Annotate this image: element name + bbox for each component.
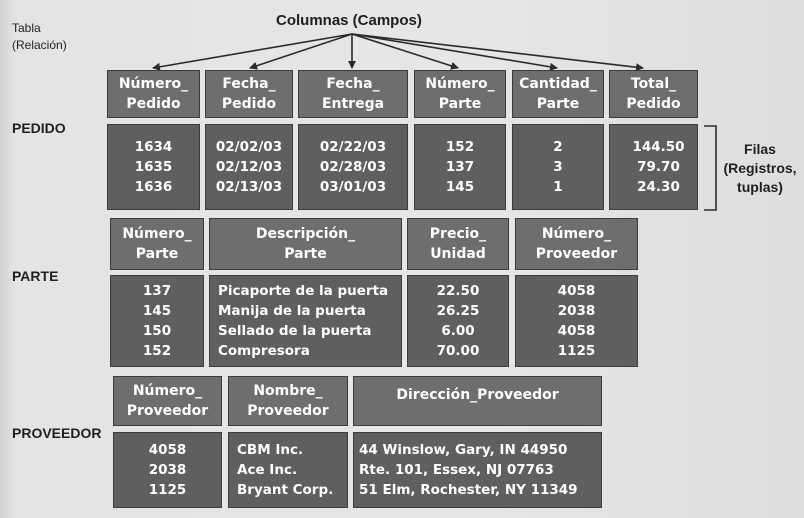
rows-label-line: Filas — [744, 141, 776, 157]
column-values — [609, 124, 698, 210]
column-values — [228, 432, 348, 508]
cell-value: 1636 — [134, 179, 173, 195]
cell-value: 22.50 — [436, 283, 480, 299]
cell-value: Ace Inc. — [237, 462, 298, 478]
cell-value: 6.00 — [441, 323, 475, 339]
table-name-pedido: PEDIDO — [12, 120, 66, 136]
cell-value: Rte. 101, Essex, NJ 07763 — [359, 462, 554, 478]
header-line: Parte — [284, 246, 327, 262]
header-line: Número_ — [122, 226, 192, 242]
column-values — [113, 432, 222, 508]
table-label — [12, 20, 67, 54]
cell-value: 70.00 — [436, 343, 480, 359]
cell-value: 02/28/03 — [319, 159, 387, 175]
cell-value: 1635 — [134, 159, 173, 175]
cell-value: 1634 — [134, 139, 173, 155]
cell-value: CBM Inc. — [237, 442, 304, 458]
column-values — [209, 275, 402, 367]
column-header — [107, 70, 200, 118]
cell-value: 1125 — [557, 343, 596, 359]
arrow-line — [352, 34, 643, 68]
header-line: Número_ — [541, 226, 612, 242]
header-line: Entrega — [321, 96, 385, 112]
column-values — [110, 275, 204, 367]
column-header — [515, 218, 638, 270]
cell-value: 02/22/03 — [319, 139, 387, 155]
cell-value: 02/13/03 — [215, 179, 283, 195]
cell-value: 144.50 — [632, 139, 685, 155]
cell-value: 24.30 — [637, 179, 680, 195]
table-label-line: (Relación) — [12, 38, 67, 52]
header-line: Pedido — [221, 96, 277, 112]
header-line: Parte — [135, 246, 179, 262]
column-values — [353, 432, 602, 508]
header-line: Número_ — [132, 383, 203, 399]
column-values — [107, 124, 200, 210]
cell-value: 51 Elm, Rochester, NY 11349 — [359, 482, 578, 498]
header-line: Proveedor — [126, 403, 209, 419]
cell-value: 150 — [142, 323, 172, 339]
header-line: Pedido — [126, 96, 181, 112]
arrow-line — [352, 34, 557, 68]
cell-value: 4058 — [557, 323, 596, 339]
column-values — [205, 124, 293, 210]
column-values — [407, 275, 509, 367]
header-line: Cantidad_ — [519, 76, 597, 92]
cell-value: Sellado de la puerta — [218, 323, 372, 339]
cell-value: 2038 — [557, 303, 596, 319]
cell-value: Manija de la puerta — [218, 303, 366, 319]
arrow-line — [153, 34, 352, 68]
header-line: Pedido — [626, 96, 681, 112]
header-line: Total_ — [630, 76, 677, 92]
header-line: Número_ — [425, 76, 495, 92]
header-line: Parte — [438, 96, 482, 112]
cell-value: 02/02/03 — [215, 139, 283, 155]
header-line: Proveedor — [247, 403, 329, 419]
cell-value: 44 Winslow, Gary, IN 44950 — [359, 442, 568, 458]
cell-value: Compresora — [218, 343, 310, 359]
rows-label-line: (Registros, — [723, 160, 797, 176]
columns-label: Columnas (Campos) — [276, 12, 422, 29]
column-header — [209, 218, 402, 270]
cell-value: 03/01/03 — [319, 179, 387, 195]
cell-value: 79.70 — [637, 159, 680, 175]
cell-value: Picaporte de la puerta — [218, 283, 389, 299]
column-values — [515, 275, 638, 367]
cell-value: 145 — [445, 179, 475, 195]
cell-value: 137 — [142, 283, 172, 299]
cell-value: 152 — [142, 343, 172, 359]
arrow-line — [352, 34, 458, 68]
table-label-line: Tabla — [12, 21, 41, 35]
table-name-parte: PARTE — [12, 268, 59, 284]
column-header — [298, 70, 408, 118]
arrow-line — [250, 34, 352, 68]
cell-value: 4058 — [557, 283, 596, 299]
cell-value: 145 — [142, 303, 172, 319]
cell-value: Bryant Corp. — [237, 482, 334, 498]
cell-value: 2 — [553, 139, 563, 155]
column-values — [512, 124, 604, 210]
cell-value: 2038 — [148, 462, 187, 478]
header-line: Fecha_ — [326, 76, 380, 92]
cell-value: 152 — [445, 139, 475, 155]
rows-label — [718, 140, 802, 197]
column-values — [298, 124, 408, 210]
rows-bracket — [704, 126, 716, 210]
column-header — [609, 70, 698, 118]
rows-label-line: tuplas) — [737, 179, 783, 195]
cell-value: 4058 — [148, 442, 187, 458]
table-name-proveedor: PROVEEDOR — [12, 425, 102, 441]
cell-value: 1 — [553, 179, 563, 195]
column-header — [110, 218, 204, 270]
header-line: Fecha_ — [222, 76, 276, 92]
header-line: Precio_ — [429, 226, 487, 242]
header-line: Nombre_ — [253, 383, 323, 399]
column-header — [205, 70, 293, 118]
cell-value: 26.25 — [436, 303, 480, 319]
column-header — [353, 376, 602, 426]
cell-value: 1125 — [148, 482, 187, 498]
column-values — [414, 124, 506, 210]
cell-value: 02/12/03 — [215, 159, 283, 175]
column-header — [228, 376, 348, 426]
cell-value: 137 — [445, 159, 475, 175]
header-line: Número_ — [118, 76, 189, 92]
header-line: Parte — [536, 96, 580, 112]
column-header — [407, 218, 509, 270]
column-header — [512, 70, 604, 118]
header-line: Descripción_ — [255, 226, 356, 242]
cell-value: 3 — [553, 159, 563, 175]
header-line: Dirección_Proveedor — [396, 387, 559, 403]
column-header — [113, 376, 222, 426]
header-line: Unidad — [430, 246, 486, 262]
header-line: Proveedor — [535, 246, 618, 262]
column-header — [414, 70, 506, 118]
